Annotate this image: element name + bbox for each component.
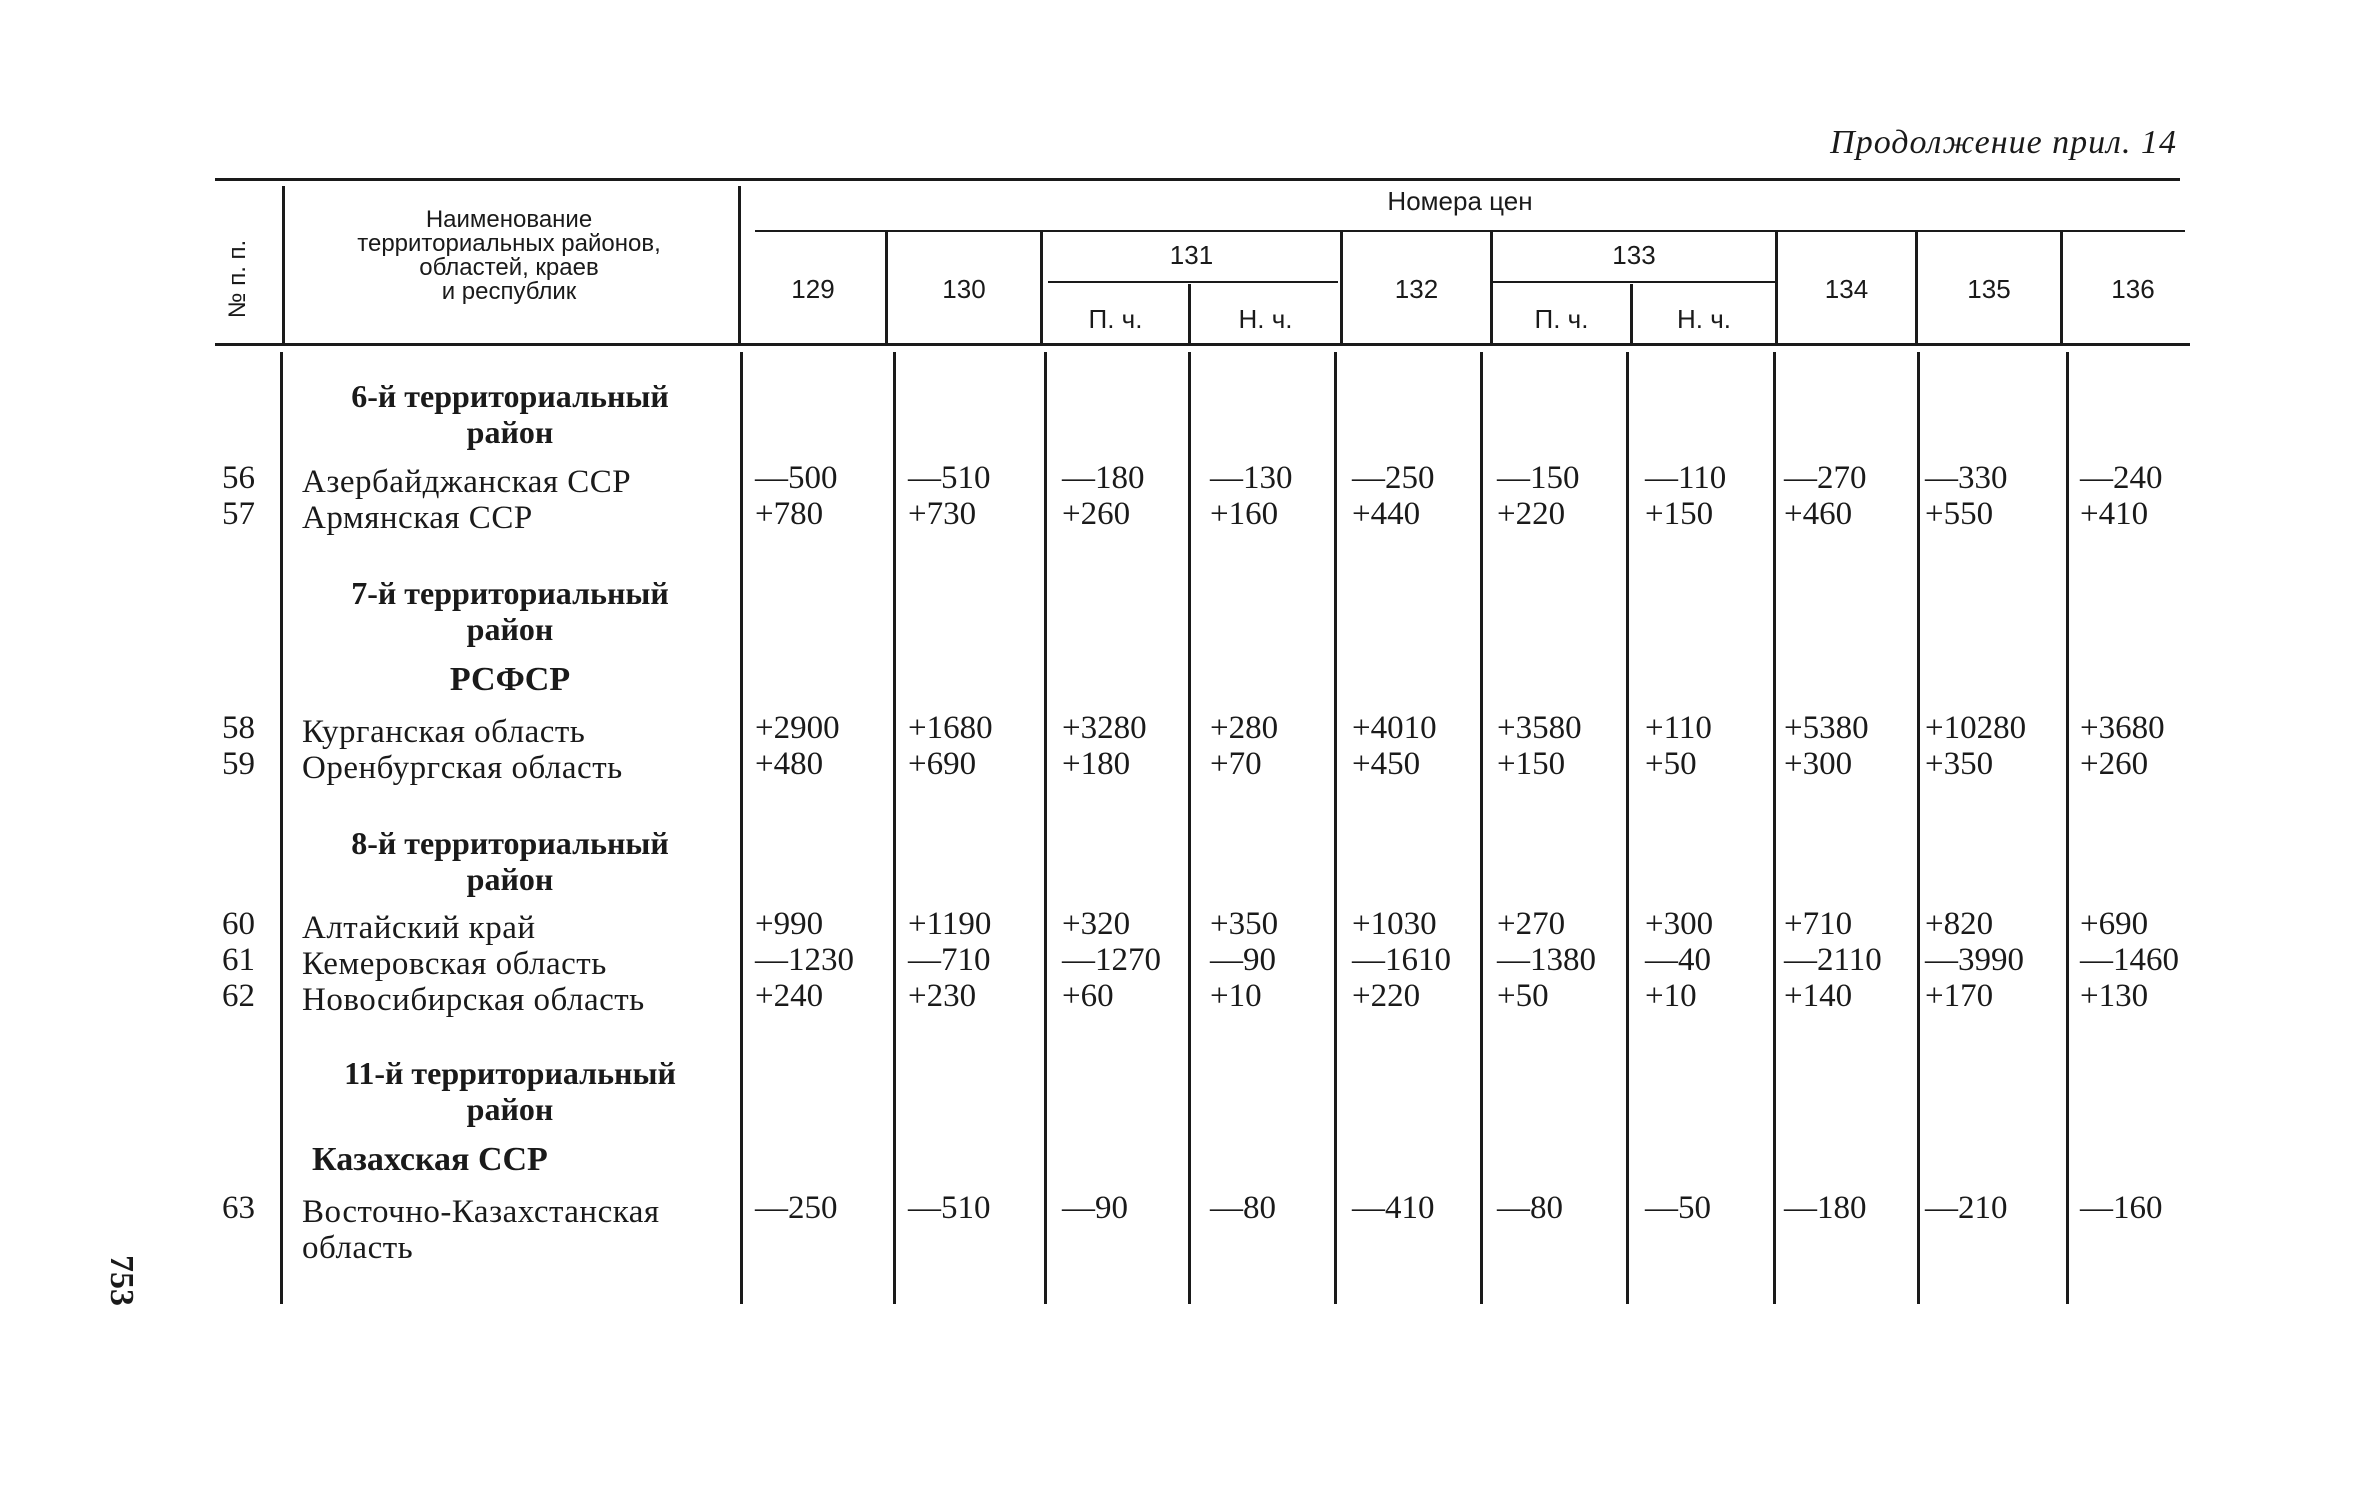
- value-cell: —410: [1352, 1190, 1435, 1226]
- value-cell: —80: [1210, 1190, 1276, 1226]
- col-header-131: 131: [1169, 240, 1214, 270]
- value-cell: +220: [1352, 978, 1421, 1014]
- value-cell: +460: [1784, 496, 1853, 532]
- row-number: 61: [222, 942, 255, 978]
- value-cell: +50: [1497, 978, 1549, 1014]
- value-cell: —160: [2080, 1190, 2163, 1226]
- value-cell: +480: [755, 746, 824, 782]
- value-cell: +3580: [1497, 710, 1582, 746]
- region-name: Восточно-Казахстанская область: [302, 1194, 660, 1266]
- value-cell: +350: [1925, 746, 1994, 782]
- body-divider: [2066, 352, 2069, 1304]
- body-divider: [1773, 352, 1776, 1304]
- value-cell: +60: [1062, 978, 1114, 1014]
- value-cell: +4010: [1352, 710, 1437, 746]
- row-number: 63: [222, 1190, 255, 1226]
- name-column-header: Наименование территориальных районов, областей, краев и республик: [357, 206, 661, 305]
- value-cell: +410: [2080, 496, 2149, 532]
- value-cell: —250: [755, 1190, 838, 1226]
- value-cell: +140: [1784, 978, 1853, 1014]
- value-cell: +3280: [1062, 710, 1147, 746]
- value-cell: +5380: [1784, 710, 1869, 746]
- value-cell: +550: [1925, 496, 1994, 532]
- value-cell: +10: [1210, 978, 1262, 1014]
- body-divider: [1480, 352, 1483, 1304]
- value-cell: +1030: [1352, 906, 1437, 942]
- prices-header-rule: [755, 230, 2185, 232]
- row-number: 60: [222, 906, 255, 942]
- section-title: 8-й территориальный район: [351, 825, 669, 897]
- value-cell: —150: [1497, 460, 1580, 496]
- value-cell: +160: [1210, 496, 1279, 532]
- row-number-header: № п. п.: [224, 239, 252, 319]
- body-divider: [1626, 352, 1629, 1304]
- value-cell: +220: [1497, 496, 1566, 532]
- value-cell: —510: [908, 460, 991, 496]
- value-cell: —80: [1497, 1190, 1563, 1226]
- value-cell: +10: [1645, 978, 1697, 1014]
- value-cell: +440: [1352, 496, 1421, 532]
- value-cell: —50: [1645, 1190, 1711, 1226]
- value-cell: +690: [908, 746, 977, 782]
- col-header-132: 132: [1394, 274, 1439, 304]
- row-number: 58: [222, 710, 255, 746]
- value-cell: +820: [1925, 906, 1994, 942]
- value-cell: —250: [1352, 460, 1435, 496]
- value-cell: +230: [908, 978, 977, 1014]
- col-header-130: 130: [942, 274, 986, 304]
- value-cell: +730: [908, 496, 977, 532]
- section-title: 11-й территориальный район: [344, 1055, 676, 1127]
- body-divider: [1188, 352, 1191, 1304]
- value-cell: —3990: [1925, 942, 2024, 978]
- section-title: 6-й территориальный район: [351, 378, 669, 450]
- col-header-133: 133: [1612, 240, 1656, 270]
- table-top-rule: [215, 178, 2180, 181]
- value-cell: +1190: [908, 906, 992, 942]
- region-name: Курганская область: [302, 714, 586, 750]
- prices-header: Номера цен: [1387, 186, 1533, 216]
- value-cell: +350: [1210, 906, 1279, 942]
- value-cell: —180: [1062, 460, 1145, 496]
- col-header-129: 129: [791, 274, 835, 304]
- value-cell: +2900: [755, 710, 840, 746]
- value-cell: —1610: [1352, 942, 1451, 978]
- value-cell: +710: [1784, 906, 1853, 942]
- value-cell: +300: [1645, 906, 1714, 942]
- continuation-label: Продолжение прил. 14: [1830, 124, 2177, 161]
- col-header-135: 135: [1967, 274, 2011, 304]
- region-name: Алтайский край: [302, 910, 536, 946]
- value-cell: +170: [1925, 978, 1994, 1014]
- header-divider: [738, 186, 741, 343]
- value-cell: —90: [1210, 942, 1276, 978]
- value-cell: +150: [1497, 746, 1566, 782]
- section-subtitle: РСФСР: [449, 661, 571, 698]
- value-cell: +1680: [908, 710, 993, 746]
- col131-sub-rule: [1048, 281, 1338, 283]
- value-cell: —240: [2080, 460, 2163, 496]
- row-number: 56: [222, 460, 255, 496]
- value-cell: +260: [2080, 746, 2149, 782]
- value-cell: —130: [1210, 460, 1293, 496]
- section-subtitle: Казахская ССР: [312, 1141, 548, 1178]
- region-name: Азербайджанская ССР: [302, 464, 632, 500]
- col-header-136: 136: [2111, 274, 2155, 304]
- body-divider: [1334, 352, 1337, 1304]
- body-divider: [1917, 352, 1920, 1304]
- value-cell: +270: [1497, 906, 1566, 942]
- section-title: 7-й территориальный район: [351, 575, 669, 647]
- region-name: Армянская ССР: [302, 500, 533, 536]
- value-cell: +3680: [2080, 710, 2165, 746]
- sub-header-pch-131: П. ч.: [1088, 304, 1143, 334]
- value-cell: —710: [908, 942, 991, 978]
- value-cell: +240: [755, 978, 824, 1014]
- value-cell: —330: [1925, 460, 2008, 496]
- value-cell: +990: [755, 906, 824, 942]
- value-cell: +180: [1062, 746, 1131, 782]
- header-bottom-rule: [215, 343, 2190, 346]
- value-cell: +780: [755, 496, 824, 532]
- value-cell: —40: [1645, 942, 1711, 978]
- col-header-134: 134: [1824, 274, 1869, 304]
- value-cell: +320: [1062, 906, 1131, 942]
- value-cell: +110: [1645, 710, 1712, 746]
- region-name: Новосибирская область: [302, 982, 645, 1018]
- value-cell: +50: [1645, 746, 1697, 782]
- value-cell: +690: [2080, 906, 2149, 942]
- body-divider: [280, 352, 283, 1304]
- value-cell: —2110: [1784, 942, 1882, 978]
- value-cell: —90: [1062, 1190, 1128, 1226]
- row-number: 62: [222, 978, 255, 1014]
- row-number: 59: [222, 746, 255, 782]
- value-cell: —1460: [2080, 942, 2179, 978]
- value-cell: —1380: [1497, 942, 1596, 978]
- value-cell: +300: [1784, 746, 1853, 782]
- page-number: 753: [103, 1255, 140, 1306]
- row-number: 57: [222, 496, 255, 532]
- value-cell: —1270: [1062, 942, 1161, 978]
- value-cell: —1230: [755, 942, 854, 978]
- body-divider: [740, 352, 743, 1304]
- value-cell: +280: [1210, 710, 1279, 746]
- col133-sub-rule: [1492, 281, 1777, 283]
- value-cell: —500: [755, 460, 838, 496]
- value-cell: +450: [1352, 746, 1421, 782]
- value-cell: +150: [1645, 496, 1714, 532]
- region-name: Кемеровская область: [302, 946, 607, 982]
- value-cell: —210: [1925, 1190, 2008, 1226]
- value-cell: +70: [1210, 746, 1262, 782]
- value-cell: +260: [1062, 496, 1131, 532]
- sub-header-pch-133: П. ч.: [1534, 304, 1589, 334]
- value-cell: —180: [1784, 1190, 1867, 1226]
- body-divider: [893, 352, 896, 1304]
- value-cell: +130: [2080, 978, 2149, 1014]
- body-divider: [1044, 352, 1047, 1304]
- sub-header-nch-131: Н. ч.: [1238, 304, 1293, 334]
- value-cell: —510: [908, 1190, 991, 1226]
- sub-header-nch-133: Н. ч.: [1677, 304, 1731, 334]
- value-cell: +10280: [1925, 710, 2027, 746]
- region-name: Оренбургская область: [302, 750, 623, 786]
- value-cell: —270: [1784, 460, 1867, 496]
- value-cell: —110: [1645, 460, 1727, 496]
